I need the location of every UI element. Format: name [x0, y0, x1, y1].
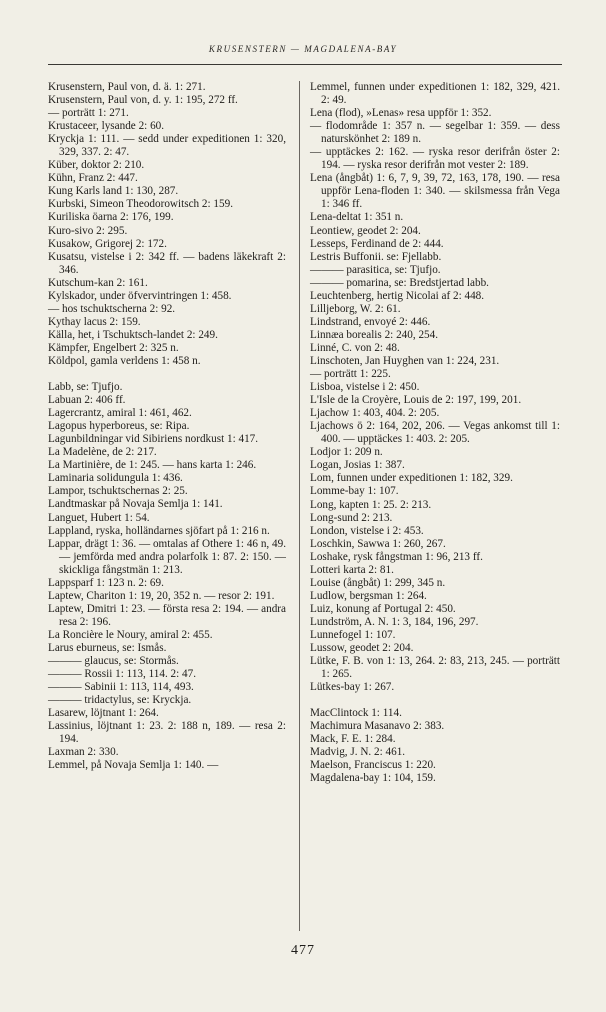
- index-entry: Loshake, rysk fångstman 1: 96, 213 ff.: [310, 550, 483, 563]
- index-entry: Kythay lacus 2: 159.: [48, 315, 141, 328]
- index-entry: — flodområde 1: 357 n. — segelbar 1: 359. — dess naturskönhet 2: 189 n.: [310, 120, 560, 146]
- index-entry: Linschoten, Jan Huyghen van 1: 224, 231.: [310, 354, 500, 367]
- index-entry: Landtmaskar på Novaja Semlja 1: 141.: [48, 498, 223, 511]
- index-entry: Magdalena-bay 1: 104, 159.: [310, 772, 436, 785]
- index-entry: Leontiew, geodet 2: 204.: [310, 224, 421, 237]
- index-entry: Machimura Masanavo 2: 383.: [310, 720, 445, 733]
- index-entry: Lampor, tschuktschernas 2: 25.: [48, 485, 188, 498]
- index-entry: Laminaria solidungula 1: 436.: [48, 472, 183, 485]
- index-entry: Kühn, Franz 2: 447.: [48, 172, 138, 185]
- index-entry: Lappsparf 1: 123 n. 2: 69.: [48, 576, 164, 589]
- index-entry: Lunnefogel 1: 107.: [310, 628, 396, 641]
- index-entry: Lappland, ryska, holländarnes sjöfart på 1: 216 n.: [48, 524, 270, 537]
- index-entry: Lindstrand, envoyé 2: 446.: [310, 315, 431, 328]
- index-entry: Languet, Hubert 1: 54.: [48, 511, 150, 524]
- index-entry: La Madelène, de 2: 217.: [48, 446, 157, 459]
- index-entry: Laptew, Chariton 1: 19, 20, 352 n. — resor 2: 191.: [48, 589, 275, 602]
- index-entry: Linné, C. von 2: 48.: [310, 341, 400, 354]
- index-entry: Lestris Buffonii. se: Fjellabb.: [310, 250, 442, 263]
- index-entry: Lisboa, vistelse i 2: 450.: [310, 381, 420, 394]
- index-entry: Lomme-bay 1: 107.: [310, 485, 399, 498]
- index-entry: — upptäckes 2: 162. — ryska resor derifrån öster 2: 194. — ryska resor derifrån mot vester 2: 189.: [310, 146, 560, 172]
- index-entry: Louise (ångbåt) 1: 299, 345 n.: [310, 576, 446, 589]
- index-entry: Maelson, Franciscus 1: 220.: [310, 759, 436, 772]
- index-entry: Laptew, Dmitri 1: 23. — första resa 2: 194. — andra resa 2: 196.: [48, 602, 286, 628]
- page-number: 477: [291, 943, 315, 958]
- index-entry: Madvig, J. N. 2: 461.: [310, 746, 406, 759]
- index-entry: Lodjor 1: 209 n.: [310, 446, 383, 459]
- index-entry: Lütke, F. B. von 1: 13, 264. 2: 83, 213, 245. — porträtt 1: 265.: [310, 655, 560, 681]
- index-entry: ——— parasitica, se: Tjufjo.: [310, 263, 441, 276]
- index-entry: Lilljeborg, W. 2: 61.: [310, 302, 401, 315]
- index-entry: Ljachow 1: 403, 404. 2: 205.: [310, 407, 440, 420]
- index-entry: Kutschum-kan 2: 161.: [48, 276, 148, 289]
- index-entry: MacClintock 1: 114.: [310, 707, 402, 720]
- index-entry: London, vistelse i 2: 453.: [310, 524, 424, 537]
- running-header: KRUSENSTERN — MAGDALENA-BAY: [208, 44, 398, 54]
- index-entry: Lotteri karta 2: 81.: [310, 563, 394, 576]
- index-entry: Linnæa borealis 2: 240, 254.: [310, 328, 439, 341]
- index-entry: Lena (ångbåt) 1: 6, 7, 9, 39, 72, 163, 178, 190. — resa uppför Lena-floden 1: 340. — skilsmessa från Vega 1: 346 ff.: [310, 172, 560, 211]
- index-entry: — hos tschuktscherna 2: 92.: [48, 302, 176, 315]
- index-entry: Lena-deltat 1: 351 n.: [310, 211, 404, 224]
- index-entry: Lemmel, funnen under expeditionen 1: 182, 329, 421. 2: 49.: [310, 81, 560, 107]
- index-entry: — porträtt 1: 271.: [48, 107, 129, 120]
- index-entry: Krusenstern, Paul von, d. ä. 1: 271.: [48, 81, 206, 93]
- index-entry: La Roncière le Noury, amiral 2: 455.: [48, 628, 213, 641]
- index-entry: Lasarew, löjtnant 1: 264.: [48, 707, 159, 720]
- index-entry: Labb, se: Tjufjo.: [48, 381, 123, 394]
- index-entry: Lom, funnen under expeditionen 1: 182, 329.: [310, 472, 513, 485]
- index-entry: Kusakow, Grigorej 2: 172.: [48, 237, 167, 250]
- index-entry: Lagopus hyperboreus, se: Ripa.: [48, 420, 190, 433]
- index-entry: Krustaceer, lysande 2: 60.: [48, 120, 165, 133]
- index-entry: Lassinius, löjtnant 1: 23. 2: 188 n, 189. — resa 2: 194.: [48, 720, 286, 746]
- index-entry: L'Isle de la Croyère, Louis de 2: 197, 199, 201.: [310, 394, 522, 407]
- index-entry: Köldpol, gamla verldens 1: 458 n.: [48, 354, 201, 367]
- index-entry: Küber, doktor 2: 210.: [48, 159, 145, 172]
- index-entry: ——— tridactylus, se: Kryckja.: [48, 694, 192, 707]
- index-entry: — porträtt 1: 225.: [310, 368, 391, 381]
- index-entry: ——— Sabinii 1: 113, 114, 493.: [48, 681, 194, 694]
- index-entry: Lussow, geodet 2: 204.: [310, 642, 414, 655]
- index-entry: Kurbski, Simeon Theodorowitsch 2: 159.: [48, 198, 233, 211]
- index-entry: Kuriliska öarna 2: 176, 199.: [48, 211, 174, 224]
- index-entry: La Martinière, de 1: 245. — hans karta 1: 246.: [48, 459, 257, 472]
- index-entry: Lesseps, Ferdinand de 2: 444.: [310, 237, 444, 250]
- index-entry: Kryckja 1: 111. — sedd under expeditionen 1: 320, 329, 337. 2: 47.: [48, 133, 286, 159]
- index-entry: Krusenstern, Paul von, d. y. 1: 195, 272 ff.: [48, 94, 238, 107]
- left-column: [48, 81, 286, 772]
- index-entry: Long-sund 2: 213.: [310, 511, 393, 524]
- index-entry: Laxman 2: 330.: [48, 746, 119, 759]
- index-entry: Kuro-sivo 2: 295.: [48, 224, 128, 237]
- index-entry: ——— Rossii 1: 113, 114. 2: 47.: [48, 668, 197, 681]
- index-entry: Kämpfer, Engelbert 2: 325 n.: [48, 341, 179, 354]
- index-entry: Loschkin, Sawwa 1: 260, 267.: [310, 537, 446, 550]
- index-entry: Larus eburneus, se: Ismås.: [48, 641, 167, 654]
- index-entry: Lagercrantz, amiral 1: 461, 462.: [48, 407, 192, 420]
- index-entry: Lappar, drägt 1: 36. — omtalas af Othere 1: 46 n, 49. — jemförda med andra polarfolk 1: 87. 2: 150. — skickliga fångstmän 1: 213.: [48, 537, 286, 576]
- index-entry: Luiz, konung af Portugal 2: 450.: [310, 602, 456, 615]
- index-entry: Kusatsu, vistelse i 2: 342 ff. — badens läkekraft 2: 346.: [48, 250, 286, 276]
- index-entry: Lemmel, på Novaja Semlja 1: 140. —: [48, 759, 219, 772]
- index-entry: Leuchtenberg, hertig Nicolai af 2: 448.: [310, 289, 485, 302]
- index-entry: Kylskador, under öfvervintringen 1: 458.: [48, 289, 232, 302]
- index-entry: Källa, het, i Tschuktsch-landet 2: 249.: [48, 328, 218, 341]
- index-entry: Ljachows ö 2: 164, 202, 206. — Vegas ankomst till 1: 400. — upptäckes 1: 403. 2: 205.: [310, 420, 560, 446]
- index-entry: Lena (flod), »Lenas» resa uppför 1: 352.: [310, 107, 492, 120]
- index-entry: ——— pomarina, se: Bredstjertad labb.: [310, 276, 489, 289]
- index-entry: Labuan 2: 406 ff.: [48, 394, 126, 407]
- right-column: [310, 81, 560, 785]
- index-entry: Kung Karls land 1: 130, 287.: [48, 185, 179, 198]
- index-entry: Lundström, A. N. 1: 3, 184, 196, 297.: [310, 615, 479, 628]
- header-rule: [48, 64, 562, 65]
- column-divider: [299, 81, 300, 931]
- index-entry: ——— glaucus, se: Stormås.: [48, 655, 179, 668]
- index-entry: Lagunbildningar vid Sibiriens nordkust 1: 417.: [48, 433, 259, 446]
- index-entry: Long, kapten 1: 25. 2: 213.: [310, 498, 432, 511]
- index-entry: Logan, Josias 1: 387.: [310, 459, 405, 472]
- index-entry: Ludlow, bergsman 1: 264.: [310, 589, 427, 602]
- index-entry: Lütkes-bay 1: 267.: [310, 681, 395, 694]
- index-entry: Mack, F. E. 1: 284.: [310, 733, 396, 746]
